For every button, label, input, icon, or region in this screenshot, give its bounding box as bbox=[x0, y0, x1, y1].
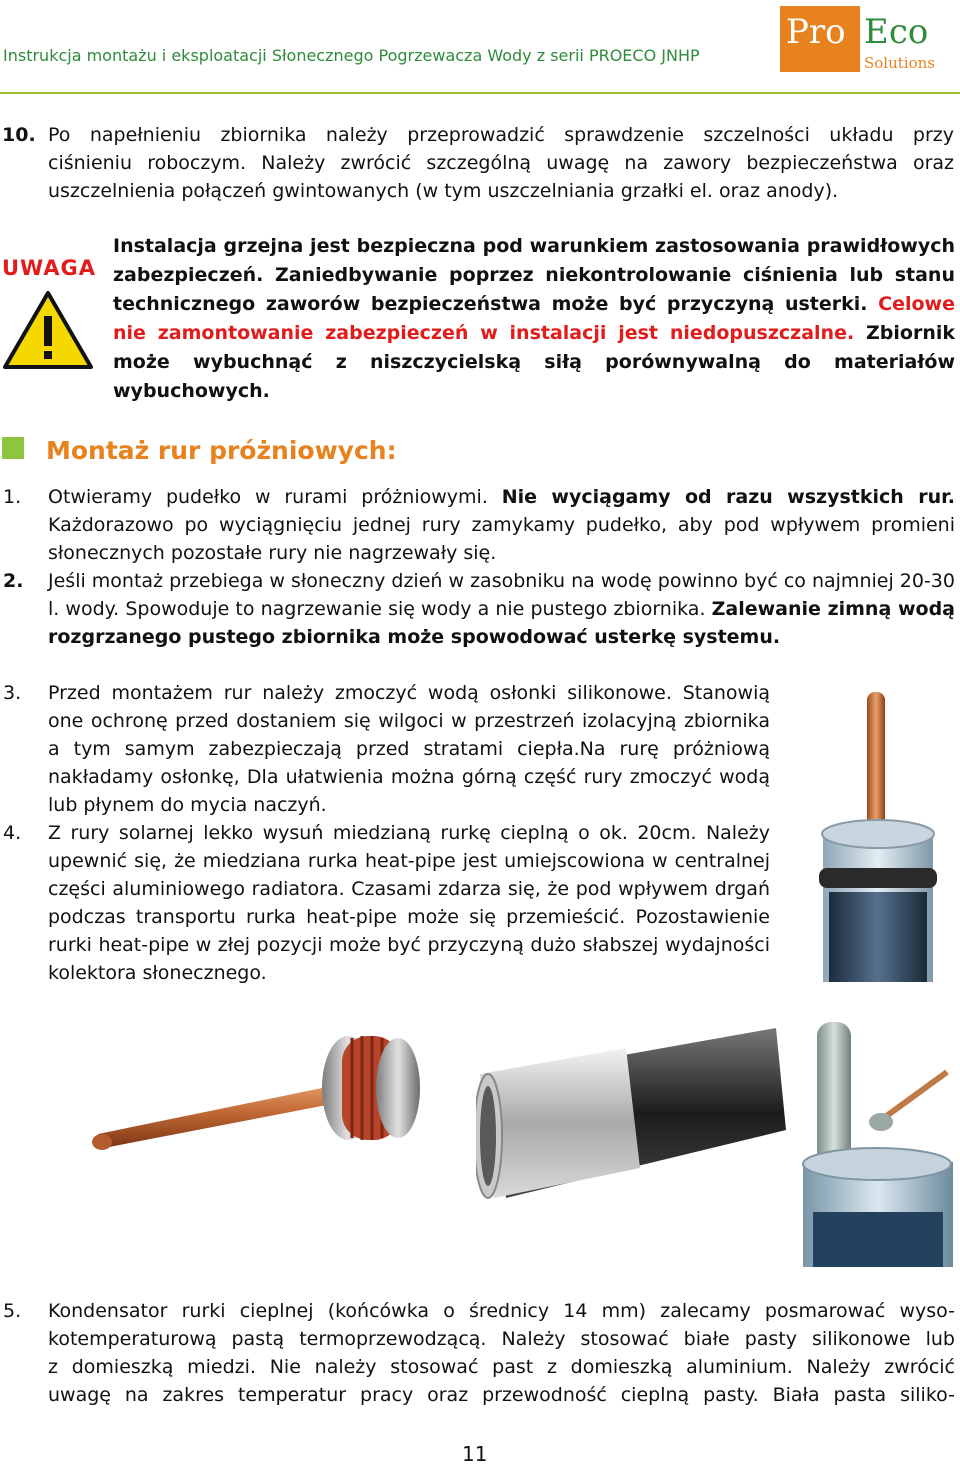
vacuum-tube-photo bbox=[476, 1008, 786, 1208]
item10-line-2: ciśnieniu roboczym. Należy zwrócić szczególną uwagę na zawory bezpieczeństwa oraz bbox=[48, 152, 954, 174]
step-1-tail: Każdorazowo po wyciągnięciu jednej rury zamykamy pudełko, aby pod wpływem promieni słonecznych pozostałe rury nie nagrzewały się. bbox=[48, 514, 955, 564]
item10-line-1: Po napełnieniu zbiornika należy przeprowadzić sprawdzenie szczelności układu przy bbox=[48, 124, 954, 146]
step-2-text bbox=[48, 567, 955, 651]
heat-pipe-tube-photo bbox=[795, 682, 955, 982]
logo-solutions: Solutions bbox=[864, 54, 935, 72]
step-1-bold: Nie wyciągamy od razu wszystkich rur. bbox=[501, 486, 955, 508]
warning-triangle-icon bbox=[2, 290, 94, 370]
step-2-number: 2. bbox=[3, 570, 24, 592]
step-2-normal: Jeśli montaż przebiega w słoneczny dzień w zasobniku na wodę powinno być co najmniej 20-30 l. wody. Spowoduje to nagrzewanie się wody a nie pustego zbiornika. bbox=[48, 570, 955, 620]
step-3-text: Przed montażem rur należy zmoczyć wodą osłonki silikonowe. Stanowią one ochronę przed dostaniem się wilgoci w przestrzeń izolacyjną zbiornika a tym samym zabezpieczają przed stratami ciepła.Na rurę próżniową nakładamy osłonkę, Dla ułatwienia można górną część rury zmoczyć wodą lub płynem do mycia naczyń. bbox=[48, 682, 770, 816]
logo-eco: Eco bbox=[864, 12, 929, 52]
step-1-number: 1. bbox=[3, 486, 22, 508]
step-5-text bbox=[48, 1297, 955, 1409]
step-5-line-4: uwagę na zakres temperatur pracy oraz przewodność cieplną pasty. Biała pasta siliko- bbox=[48, 1384, 955, 1406]
warning-text bbox=[113, 232, 955, 406]
item10-text bbox=[48, 121, 954, 205]
page-number: 11 bbox=[462, 1442, 488, 1466]
step-5-line-1: Kondensator rurki cieplnej (końcówka o średnicy 14 mm) zalecamy posmarować wyso- bbox=[48, 1300, 955, 1322]
item10-line-3: uszczelnienia połączeń gwintowanych (w tym uszczelniania grzałki el. oraz anody). bbox=[48, 180, 839, 202]
logo-pro: Pro bbox=[786, 12, 846, 52]
proeco-logo bbox=[780, 4, 950, 76]
header-divider bbox=[0, 92, 960, 94]
warning-text-1: Instalacja grzejna jest bezpieczna pod warunkiem zastosowania prawidłowych zabezpieczeń. Zaniedbywanie poprzez niekontrolowanie ciśnienia lub stanu technicznego zaworów bezpieczeństwa może być przyczyną usterki. bbox=[113, 235, 955, 315]
warning-text-2: Zbiornik może wybuchnąć z niszczycielską siłą porównywalną do materiałów wybuchowych. bbox=[113, 322, 955, 402]
step-5-line-3: z domieszką miedzi. Nie należy stosować past z domieszką aluminium. Należy zwrócić bbox=[48, 1356, 955, 1378]
warning-text-red: Celowe nie zamontowanie zabezpieczeń w instalacji jest niedopuszczalne. bbox=[113, 293, 955, 344]
step-1-text bbox=[48, 483, 955, 567]
step-4-number: 4. bbox=[3, 822, 22, 844]
document-header-title: Instrukcja montażu i eksploatacji Słonecznego Pogrzewacza Wody z serii PROECO JNHP bbox=[3, 46, 700, 65]
step-2-bold: Zalewanie zimną wodą rozgrzanego pustego zbiornika może spowodować usterkę systemu. bbox=[48, 598, 955, 648]
step-3-number: 3. bbox=[3, 682, 22, 704]
heat-pipe-rod-photo bbox=[90, 1022, 470, 1182]
warning-label: UWAGA bbox=[2, 256, 97, 280]
step-1-normal: Otwieramy pudełko w rurami próżniowymi. bbox=[48, 486, 488, 508]
step-4-text: Z rury solarnej lekko wysuń miedzianą rurkę cieplną o ok. 20cm. Należy upewnić się, że miedziana rurka heat-pipe jest umiejscowiona w centralnej części aluminiowego radiatora. Czasami zdarza się, że pod wpływem drgań podczas transportu rurka heat-pipe może się przemieścić. Pozostawienie rurki heat-pipe w złej pozycji może być przyczyną dużo słabszej wydajności kolektora słonecznego. bbox=[48, 822, 770, 984]
step-5-number: 5. bbox=[3, 1300, 22, 1322]
section-title: Montaż rur próżniowych: bbox=[46, 436, 397, 465]
thermal-paste-photo bbox=[797, 1012, 957, 1267]
section-square-icon bbox=[2, 437, 24, 459]
step-5-line-2: kotemperaturową pastą termoprzewodzącą. Należy stosować białe pasty silikonowe lub bbox=[48, 1328, 955, 1350]
item10-number: 10. bbox=[2, 124, 36, 146]
